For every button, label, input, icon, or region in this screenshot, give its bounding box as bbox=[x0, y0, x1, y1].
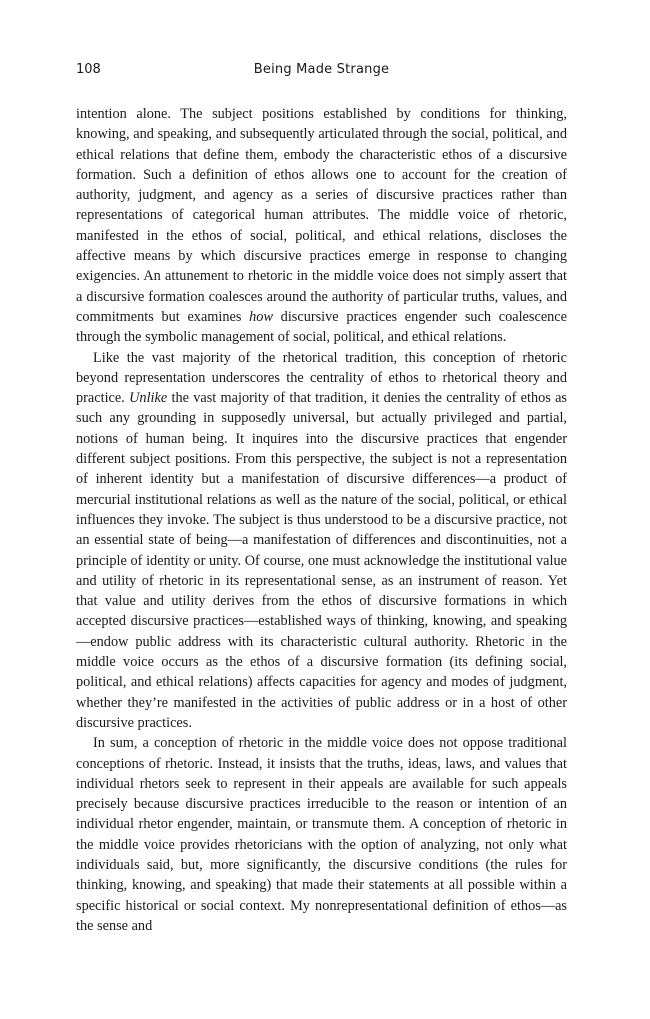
page-number: 108 bbox=[76, 62, 101, 77]
paragraph-1-emphasis-how: how bbox=[249, 308, 273, 325]
running-head bbox=[76, 56, 567, 82]
paragraph-2-emphasis-unlike: Unlike bbox=[129, 390, 168, 407]
paragraph-3-text-1: In sum, a conception of rhetoric in the middle voice does not oppose traditional conceptions of rhetoric. Instead, it insists that the truths, ideas, laws, and values that individual rhetors seek to represent in their appeals are available for such appeals precisely because discursive practices irreducible to the reason or intention of an individual rhetor engender, maintain, or transmute them. A conception of rhetoric in the middle voice provides rhetoricians with the option of analyzing, not only what individuals said, but, more significantly, the discursive conditions (the rules for thinking, knowing, and speaking) that made their statements at all possible within a specific historical or social context. My nonrepresentational definition of ethos—as the sense and bbox=[76, 735, 567, 934]
body-text bbox=[76, 104, 567, 936]
paragraph-3 bbox=[76, 733, 567, 936]
paragraph-1-text-2: discursive practices engender such coalescence through the symbolic management of social, political, and ethical relations. bbox=[76, 308, 568, 346]
paragraph-1 bbox=[76, 104, 567, 348]
paragraph-1-text-1: intention alone. The subject positions established by conditions for thinking, knowing, and speaking, and subsequently articulated through the social, political, and ethical relations that define them, embody the characteristic ethos of a discursive formation. Such a definition of ethos allows one to account for the creation of authority, judgment, and agency as a series of discursive practices rather than representations of categorical human attributes. The middle voice of rhetoric, manifested in the ethos of social, political, and ethical relations, discloses the affective means by which discursive practices emerge in response to changing exigencies. An attunement to rhetoric in the middle voice does not simply assert that a discursive formation coalesces around the authority of particular truths, values, and commitments but examines bbox=[76, 106, 567, 325]
paragraph-2 bbox=[76, 348, 567, 734]
paragraph-2-text-1: Like the vast majority of the rhetorical tradition, this conception of rhetoric beyond representation underscores the centrality of ethos to rhetorical theory and practice. bbox=[76, 349, 567, 407]
book-page bbox=[76, 56, 567, 936]
paragraph-2-text-2: the vast majority of that tradition, it denies the centrality of ethos as such any grounding in supposedly universal, but actually privileged and partial, notions of human being. It inquires into the discursive practices that engender different subject positions. From this perspective, the subject is not a representation of inherent identity but a manifestation of discursive differences—a product of mercurial institutional relations as well as the nature of the social, political, or ethical influences they invoke. The subject is thus understood to be a discursive practice, not an essential state of being—a manifestation of differences and discontinuities, not a principle of identity or unity. Of course, one must acknowledge the institutional value and utility of rhetoric in its representational sense, as an instrument of reason. Yet that value and utility derives from the ethos of discursive formations in which accepted discursive practices—established ways of thinking, knowing, and speaking—endow public address with its characteristic cultural authority. Rhetoric in the middle voice occurs as the ethos of a discursive formation (its defining social, political, and ethical relations) affects capacities for agency and modes of judgment, whether they’re manifested in the activities of public address or in a host of other discursive practices. bbox=[76, 390, 567, 731]
running-title: Being Made Strange bbox=[253, 62, 390, 77]
